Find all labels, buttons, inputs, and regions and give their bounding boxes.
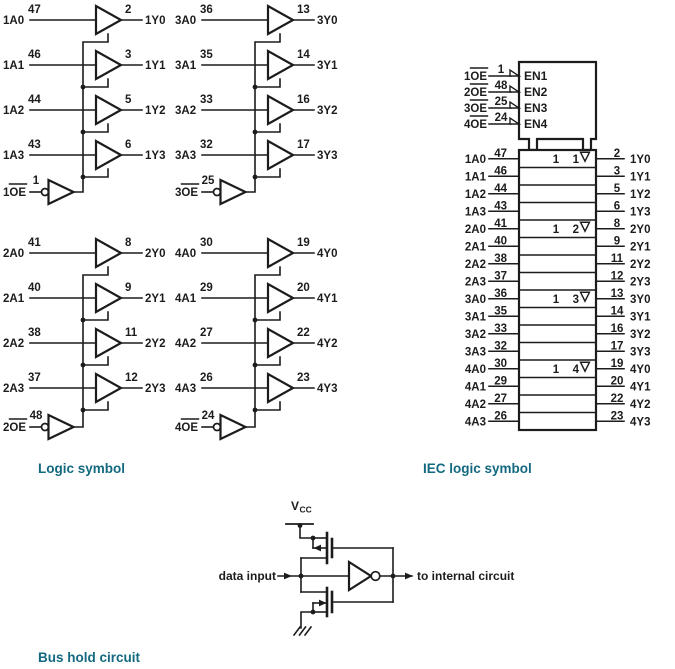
input-label: 4A3: [175, 383, 197, 395]
input-label: 2A2: [464, 258, 486, 271]
pin-number: 9: [613, 235, 621, 248]
pin-number: 13: [297, 4, 310, 16]
output-label: 2Y0: [630, 223, 651, 236]
pin-number: 16: [297, 94, 310, 106]
input-label: 2A1: [3, 293, 25, 305]
output-label: 4Y3: [630, 416, 651, 429]
oe-label: 3OE: [175, 187, 199, 199]
pin-number: 3: [613, 165, 621, 178]
input-label: 4A3: [464, 416, 486, 429]
pin-number: 24: [494, 112, 508, 124]
output-label: 3Y3: [630, 346, 651, 359]
pin-number: 11: [125, 327, 138, 339]
active-low-wedge-icon: [510, 70, 519, 76]
buffer-triangle: [96, 51, 121, 79]
input-label: 1A1: [464, 171, 486, 184]
output-label: 2Y3: [145, 383, 166, 395]
pin-number: 2: [125, 4, 132, 16]
output-label: 2Y2: [145, 338, 166, 350]
pin-number: 43: [28, 139, 41, 151]
pin-number: 46: [494, 165, 507, 178]
vcc-sub-label: CC: [299, 504, 312, 515]
output-label: 3Y0: [630, 293, 651, 306]
input-label: 1A2: [464, 188, 486, 201]
output-label: 3Y3: [317, 150, 338, 162]
output-label: 1Y3: [145, 150, 166, 162]
output-label: 4Y0: [630, 363, 651, 376]
pin-number: 12: [125, 372, 138, 384]
inverter-triangle: [349, 562, 371, 590]
output-arrow-icon: [405, 573, 413, 580]
pin-number: 26: [494, 410, 507, 423]
output-label: 2Y3: [630, 276, 651, 289]
buffer-triangle: [96, 239, 121, 267]
buffer-group-3: [175, 4, 338, 204]
pin-number: 48: [29, 410, 43, 422]
pin-number: 37: [494, 270, 507, 283]
input-label: 2A3: [3, 383, 25, 395]
input-arrow-icon: [284, 573, 292, 580]
pin-number: 17: [297, 139, 310, 151]
oe-inverter-triangle: [221, 180, 246, 204]
output-label: 4Y2: [317, 338, 338, 350]
output-label: 2Y0: [145, 248, 166, 260]
pin-number: 30: [200, 237, 213, 249]
pin-number: 26: [200, 372, 213, 384]
wire: [301, 612, 313, 628]
output-label: 3Y2: [630, 328, 651, 341]
oe-inverter-triangle: [49, 415, 74, 439]
input-label: 3A2: [175, 105, 197, 117]
pin-number: 44: [28, 94, 41, 106]
input-label: 3A1: [175, 60, 197, 72]
buffer-triangle: [268, 284, 293, 312]
output-label: 1Y3: [630, 206, 651, 219]
pin-number: 24: [201, 410, 215, 422]
pin-number: 48: [494, 80, 508, 92]
bus-hold-caption: Bus hold circuit: [38, 650, 141, 665]
pin-number: 25: [201, 175, 215, 187]
pin-number: 1: [497, 64, 505, 76]
en-label: EN3: [524, 101, 548, 115]
buffer-triangle: [268, 374, 293, 402]
bus-hold-circuit-diagram: [219, 499, 515, 635]
ground-symbol-icon: [305, 627, 311, 635]
pin-number: 13: [610, 287, 624, 300]
pin-number: 25: [494, 96, 508, 108]
buffer-triangle: [268, 329, 293, 357]
buffer-group-1: [3, 4, 166, 204]
pin-number: 17: [610, 340, 624, 353]
en-label: EN2: [524, 85, 548, 99]
oe-inverter-triangle: [49, 180, 74, 204]
en-input-label: 2OE: [464, 87, 488, 99]
input-label: 2A0: [3, 248, 25, 260]
qualifier-and: 1: [552, 153, 560, 166]
qualifier-section: 1: [572, 153, 579, 166]
pin-number: 44: [494, 182, 507, 195]
input-label: 4A2: [175, 338, 197, 350]
output-label: 4Y2: [630, 398, 651, 411]
input-label: 3A0: [175, 15, 197, 27]
output-label: 2Y1: [145, 293, 166, 305]
output-label: 3Y2: [317, 105, 338, 117]
pin-number: 40: [494, 235, 507, 248]
pin-number: 27: [494, 392, 507, 405]
qualifier-section: 4: [572, 363, 579, 376]
input-label: 1A0: [464, 153, 486, 166]
buffer-triangle: [268, 96, 293, 124]
buffer-triangle: [96, 141, 121, 169]
inverter-bubble: [371, 572, 380, 581]
pin-number: 20: [610, 375, 624, 388]
qualifier-section: 3: [572, 293, 579, 306]
buffer-triangle: [268, 239, 293, 267]
pin-number: 5: [125, 94, 132, 106]
pin-number: 33: [200, 94, 213, 106]
input-label: 2A1: [464, 241, 486, 254]
active-low-wedge-icon: [510, 102, 519, 108]
pin-number: 33: [494, 322, 507, 335]
data-input-label: data input: [218, 569, 276, 583]
active-low-wedge-icon: [510, 86, 519, 92]
logic-symbol-diagram: [3, 4, 338, 439]
pin-number: 19: [610, 357, 624, 370]
oe-label: 1OE: [3, 187, 27, 199]
pin-number: 43: [494, 200, 507, 213]
input-label: 4A1: [464, 381, 486, 394]
pin-number: 36: [200, 4, 213, 16]
input-label: 1A0: [3, 15, 25, 27]
pin-number: 30: [494, 357, 507, 370]
output-label: 4Y1: [317, 293, 338, 305]
input-label: 2A0: [464, 223, 486, 236]
pin-number: 5: [613, 182, 621, 195]
input-label: 3A1: [464, 311, 486, 324]
buffer-triangle: [268, 6, 293, 34]
output-label: 4Y1: [630, 381, 651, 394]
pin-number: 22: [297, 327, 310, 339]
pin-number: 38: [494, 252, 507, 265]
qualifier-and: 1: [552, 293, 560, 306]
pin-number: 22: [610, 392, 624, 405]
en-input-label: 1OE: [464, 71, 488, 83]
pmos-bulk-arrow-icon: [314, 545, 321, 552]
pin-number: 8: [125, 237, 132, 249]
buffer-triangle: [96, 284, 121, 312]
output-label: 2Y1: [630, 241, 651, 254]
pin-number: 32: [494, 340, 507, 353]
pin-number: 36: [494, 287, 507, 300]
pin-number: 46: [28, 49, 41, 61]
pin-number: 47: [28, 4, 41, 16]
pin-number: 29: [494, 375, 507, 388]
oe-label: 2OE: [3, 422, 27, 434]
pin-number: 19: [297, 237, 310, 249]
pin-number: 41: [494, 217, 507, 230]
qualifier-and: 1: [552, 223, 560, 236]
output-label: 1Y1: [145, 60, 166, 72]
qualifier-section: 2: [572, 223, 579, 236]
input-label: 1A1: [3, 60, 25, 72]
nmos-bulk-arrow-icon: [319, 600, 326, 607]
pin-number: 20: [297, 282, 310, 294]
buffer-triangle: [96, 6, 121, 34]
buffer-group-2: [3, 237, 166, 439]
pin-number: 9: [125, 282, 132, 294]
ground-symbol-icon: [294, 627, 300, 635]
logic-symbol-caption: Logic symbol: [38, 461, 126, 476]
pin-number: 16: [610, 322, 624, 335]
input-label: 3A3: [175, 150, 197, 162]
pin-number: 37: [28, 372, 41, 384]
pin-number: 6: [613, 200, 621, 213]
pin-number: 14: [297, 49, 310, 61]
en-input-label: 4OE: [464, 119, 488, 131]
pin-number: 27: [200, 327, 213, 339]
output-label: 1Y2: [145, 105, 166, 117]
buffer-triangle: [268, 51, 293, 79]
output-label: 1Y1: [630, 171, 651, 184]
output-label: 2Y2: [630, 258, 651, 271]
iec-logic-symbol-caption: IEC logic symbol: [423, 461, 532, 476]
en-label: EN1: [524, 69, 548, 83]
output-label: 4Y0: [317, 248, 338, 260]
output-label: 3Y0: [317, 15, 338, 27]
pin-number: 35: [494, 305, 507, 318]
pin-number: 35: [200, 49, 213, 61]
pin-number: 14: [610, 305, 624, 318]
buffer-triangle: [96, 329, 121, 357]
output-label: 1Y0: [145, 15, 166, 27]
input-label: 3A2: [464, 328, 486, 341]
iec-logic-symbol-diagram: [464, 62, 651, 430]
output-label: 3Y1: [317, 60, 338, 72]
en-label: EN4: [524, 117, 548, 131]
pin-number: 11: [610, 252, 624, 265]
to-internal-circuit-label: to internal circuit: [417, 569, 515, 583]
active-low-wedge-icon: [510, 118, 519, 124]
pin-number: 12: [610, 270, 624, 283]
input-label: 1A3: [464, 206, 486, 219]
pin-number: 2: [613, 147, 621, 160]
output-label: 4Y3: [317, 383, 338, 395]
pin-number: 1: [32, 175, 40, 187]
pin-number: 38: [28, 327, 41, 339]
pin-number: 32: [200, 139, 213, 151]
buffer-triangle: [96, 96, 121, 124]
output-label: 1Y0: [630, 153, 651, 166]
pin-number: 41: [28, 237, 41, 249]
input-label: 3A0: [464, 293, 486, 306]
en-input-label: 3OE: [464, 103, 488, 115]
pin-number: 40: [28, 282, 41, 294]
input-label: 2A2: [3, 338, 25, 350]
oe-label: 4OE: [175, 422, 199, 434]
input-label: 4A0: [464, 363, 486, 376]
pin-number: 3: [125, 49, 132, 61]
buffer-triangle: [96, 374, 121, 402]
input-label: 3A3: [464, 346, 486, 359]
buffer-group-4: [175, 237, 338, 439]
qualifier-and: 1: [552, 363, 560, 376]
input-label: 4A2: [464, 398, 486, 411]
pin-number: 47: [494, 147, 507, 160]
output-label: 3Y1: [630, 311, 651, 324]
vcc-label: V: [291, 499, 300, 513]
pin-number: 29: [200, 282, 213, 294]
input-label: 1A3: [3, 150, 25, 162]
output-label: 1Y2: [630, 188, 651, 201]
pin-number: 23: [297, 372, 310, 384]
buffer-triangle: [268, 141, 293, 169]
pin-number: 23: [610, 410, 624, 423]
input-label: 2A3: [464, 276, 486, 289]
input-label: 1A2: [3, 105, 25, 117]
pin-number: 6: [125, 139, 132, 151]
oe-inverter-triangle: [221, 415, 246, 439]
pin-number: 8: [613, 217, 621, 230]
input-label: 4A1: [175, 293, 197, 305]
input-label: 4A0: [175, 248, 197, 260]
